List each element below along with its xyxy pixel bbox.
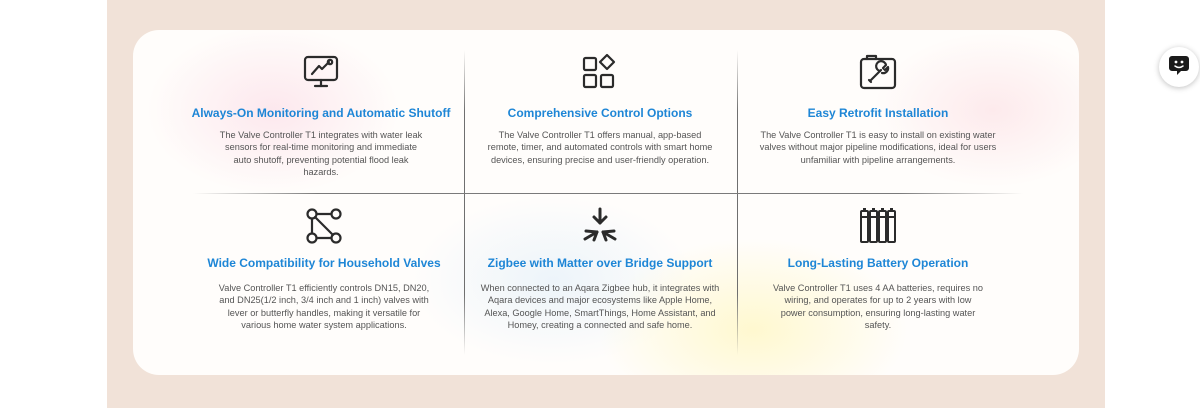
feature-title: Wide Compatibility for Household Valves xyxy=(207,256,441,270)
feature-description: When connected to an Aqara Zigbee hub, it integrates with Aqara devices and major ecosystems like Apple Home, Alexa, Google Home, SmartThings, Home Assistant, and Homey, creating a connected and safe home. xyxy=(480,283,720,331)
feature-title: Comprehensive Control Options xyxy=(507,106,693,120)
batteries-icon xyxy=(858,206,898,246)
control-options-grid-icon xyxy=(580,52,620,92)
divider-vertical-2 xyxy=(737,50,738,355)
chat-bubble-icon xyxy=(1168,54,1190,81)
feature-description: The Valve Controller T1 integrates with water leak sensors for real-time monitoring and immediate auto shutoff, preventing potential flood leak hazards. xyxy=(219,130,423,178)
divider-horizontal xyxy=(193,193,1023,194)
features-card xyxy=(133,30,1079,375)
wrench-toolbox-icon xyxy=(858,52,898,92)
feature-title: Always-On Monitoring and Automatic Shutoff xyxy=(191,106,451,120)
feature-description: Valve Controller T1 uses 4 AA batteries, requires no wiring, and operates for up to 2 years with low power consumption, ensuring long-lasting water safety. xyxy=(772,283,984,331)
connected-nodes-icon xyxy=(304,206,344,246)
feature-title: Easy Retrofit Installation xyxy=(807,106,949,120)
matter-logo-icon xyxy=(580,206,620,246)
feature-description: The Valve Controller T1 is easy to install on existing water valves without major pipeline modifications, ideal for users unfamiliar with pipeline arrangements. xyxy=(759,130,997,165)
feature-description: Valve Controller T1 efficiently controls DN15, DN20, and DN25(1/2 inch, 3/4 inch and 1 inch) valves with lever or butterfly handles, making it versatile for various home water system applications. xyxy=(218,283,430,331)
feature-title: Zigbee with Matter over Bridge Support xyxy=(487,256,713,270)
monitoring-screen-icon xyxy=(301,52,341,92)
feature-description: The Valve Controller T1 offers manual, app-based remote, timer, and automated controls with smart home devices, ensuring precise and user-friendly operation. xyxy=(487,130,713,165)
feature-title: Long-Lasting Battery Operation xyxy=(787,256,969,270)
chat-widget-button[interactable] xyxy=(1159,47,1199,87)
